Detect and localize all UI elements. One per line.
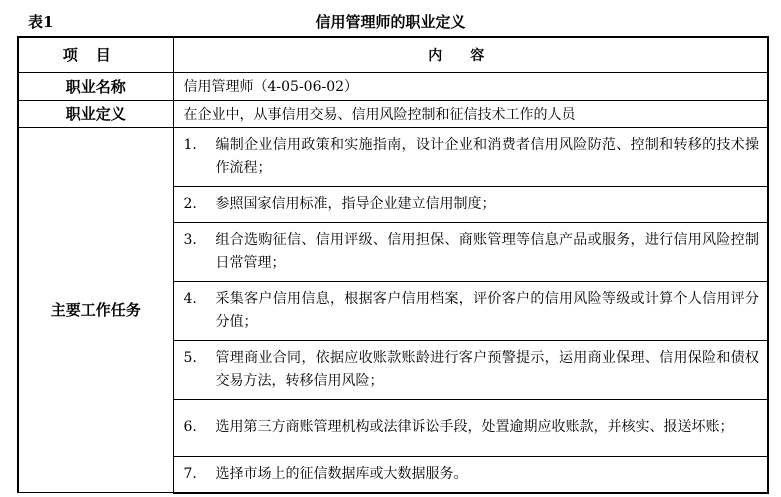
task-cell — [173, 399, 768, 456]
task-number: 3. — [183, 231, 197, 248]
task-text: 采集客户信用信息，根据客户信用档案，评价客户的信用风险等级或计算个人信用评分分值； — [215, 290, 759, 330]
occupation-definition-row — [18, 100, 768, 127]
header-content-cell: 内容 — [173, 37, 768, 72]
task-text: 编制企业信用政策和实施指南，设计企业和消费者信用风险防范、控制和转移的技术操作流程； — [215, 136, 759, 176]
task-number: 5. — [183, 349, 197, 366]
task-number: 2. — [183, 195, 197, 212]
occupation-definition-value: 在企业中，从事信用交易、信用风险控制和征信技术工作的人员 — [173, 100, 768, 127]
task-cell — [173, 456, 768, 493]
task-number: 7. — [183, 465, 197, 482]
header-item-cell: 项目 — [18, 37, 173, 72]
task-cell — [173, 340, 768, 399]
task-number: 4. — [183, 290, 197, 307]
table-number-label: 表1 — [28, 13, 54, 31]
table-caption — [0, 0, 781, 36]
task-cell — [173, 222, 768, 281]
occupation-name-label: 职业名称 — [18, 72, 173, 100]
task-text: 选择市场上的征信数据库或大数据服务。 — [215, 465, 468, 482]
table-title: 信用管理师的职业定义 — [315, 13, 466, 31]
task-text: 管理商业合同，依据应收账款账龄进行客户预警提示，运用商业保理、信用保险和债权交易方法，转移信用风险； — [215, 349, 759, 389]
occupation-definition-label: 职业定义 — [18, 100, 173, 127]
occupation-name-row — [18, 72, 768, 100]
task-cell — [173, 281, 768, 340]
task-text: 参照国家信用标准，指导企业建立信用制度； — [215, 195, 496, 212]
task-row — [18, 127, 768, 186]
task-text: 组合选购征信、信用评级、信用担保、商账管理等信息产品或服务，进行信用风险控制日常管理； — [215, 231, 759, 271]
occupation-name-value: 信用管理师（4-05-06-02） — [173, 72, 768, 100]
task-number: 1. — [183, 136, 197, 153]
task-text: 选用第三方商账管理机构或法律诉讼手段，处置逾期应收账款，并核实、报送坏账； — [215, 419, 734, 435]
task-number: 6. — [183, 419, 197, 435]
task-cell — [173, 127, 768, 186]
main-tasks-label: 主要工作任务 — [18, 127, 173, 493]
header-row — [18, 37, 768, 72]
task-cell — [173, 186, 768, 222]
occupation-definition-table — [17, 36, 769, 494]
